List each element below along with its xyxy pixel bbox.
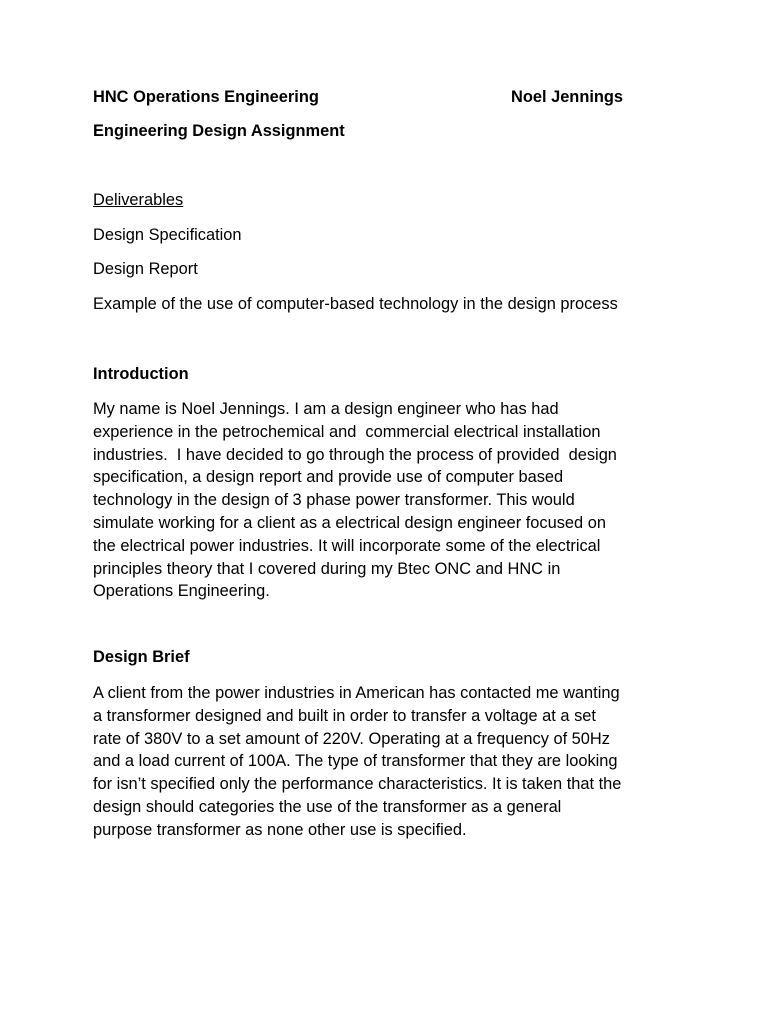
deliverable-item: Example of the use of computer-based technology in the design process [93,295,618,313]
introduction-paragraph [93,398,683,603]
paragraph-line: industries. I have decided to go through the process of provided design [93,445,617,464]
introduction-heading: Introduction [93,365,189,383]
deliverable-item: Design Report [93,260,198,278]
paragraph-line: for isn’t specified only the performance characteristics. It is taken that the [93,775,622,794]
paragraph-line: A client from the power industries in American has contacted me wanting [93,684,620,702]
document-header [93,88,673,110]
deliverable-item: Design Specification [93,226,242,244]
assignment-title: Engineering Design Assignment [93,122,345,140]
paragraph-line: and a load current of 100A. The type of transformer that they are looking [93,752,618,771]
paragraph-line: experience in the petrochemical and commercial electrical installation [93,422,601,441]
design-brief-heading: Design Brief [93,648,190,666]
paragraph-line: simulate working for a client as a electrical design engineer focused on [93,513,606,532]
paragraph-line: My name is Noel Jennings. I am a design engineer who has had [93,400,559,418]
design-brief-paragraph [93,682,683,842]
paragraph-line: specification, a design report and provide use of computer based [93,468,564,487]
paragraph-line: technology in the design of 3 phase power transformer. This would [93,491,575,510]
paragraph-line: design should categories the use of the transformer as a general [93,797,562,816]
paragraph-line: rate of 380V to a set amount of 220V. Operating at a frequency of 50Hz [93,729,610,748]
deliverables-heading: Deliverables [93,191,184,209]
paragraph-line: principles theory that I covered during my Btec ONC and HNC in [93,559,561,578]
paragraph-line: purpose transformer as none other use is specified. [93,820,467,839]
paragraph-line: a transformer designed and built in order to transfer a voltage at a set [93,706,596,725]
paragraph-line: the electrical power industries. It will incorporate some of the electrical [93,536,601,555]
course-title: HNC Operations Engineering [93,88,319,106]
paragraph-line: Operations Engineering. [93,582,270,601]
author-name: Noel Jennings [511,88,624,106]
